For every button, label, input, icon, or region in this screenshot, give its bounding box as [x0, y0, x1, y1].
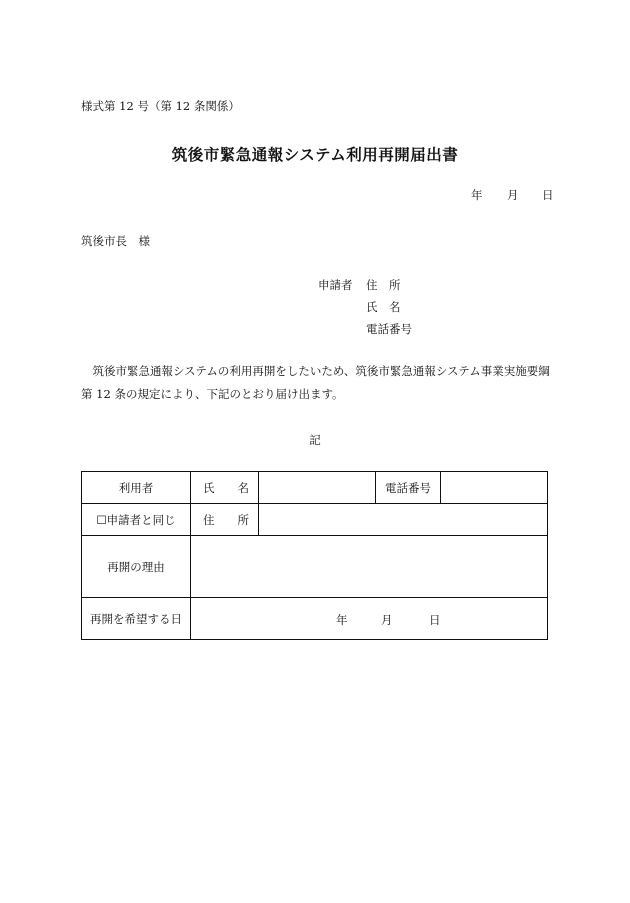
name-label-b: 名: [237, 480, 249, 495]
phone-label: 電話番号: [385, 480, 431, 495]
body-paragraph: 筑後市緊急通報システムの利用再開をしたいため、筑後市緊急通報システム事業実施要綱第 12 条の規定により、下記のとおり届け出ます。: [81, 364, 550, 401]
same-as-applicant-label: 申請者と同じ: [106, 512, 176, 527]
desired-date-label-cell: [82, 598, 191, 640]
form-number: 様式第 12 号（第 12 条関係）: [81, 99, 240, 113]
address-label-cell: [191, 504, 259, 536]
desired-date-input-cell[interactable]: [191, 598, 548, 640]
header-date-day: 日: [542, 188, 554, 202]
same-as-applicant-cell: [82, 504, 191, 536]
address-label-a: 住: [203, 512, 215, 527]
ki-heading: 記: [309, 433, 321, 447]
document-title: 筑後市緊急通報システム利用再開届出書: [171, 145, 459, 164]
applicant-name-label: 氏 名: [366, 300, 401, 314]
applicant-address-label: 住 所: [366, 278, 401, 292]
phone-input-cell[interactable]: [441, 472, 548, 504]
name-label-a: 氏: [203, 480, 215, 495]
applicant-role-label: 申請者: [318, 278, 353, 292]
applicant-phone-label: 電話番号: [366, 322, 412, 336]
name-input-cell[interactable]: [259, 472, 376, 504]
address-input-cell[interactable]: [259, 504, 548, 536]
addressee: 筑後市長 様: [81, 234, 150, 248]
reason-input-cell[interactable]: [191, 536, 548, 598]
address-label-b: 所: [237, 512, 249, 527]
header-date-year: 年: [471, 188, 483, 202]
name-label-cell: [191, 472, 259, 504]
same-as-applicant-checkbox[interactable]: ☐: [96, 512, 107, 527]
reason-label: 再開の理由: [107, 559, 165, 574]
header-date-month: 月: [507, 188, 519, 202]
user-label-cell: [82, 472, 191, 504]
reason-label-cell: [82, 536, 191, 598]
desired-date-year: 年: [336, 612, 348, 627]
request-form-table: [81, 471, 548, 640]
desired-date-month: 月: [381, 612, 393, 627]
phone-label-cell: [376, 472, 441, 504]
user-label: 利用者: [118, 480, 154, 495]
desired-date-day: 日: [429, 612, 441, 627]
desired-date-label: 再開を希望する日: [90, 611, 182, 626]
